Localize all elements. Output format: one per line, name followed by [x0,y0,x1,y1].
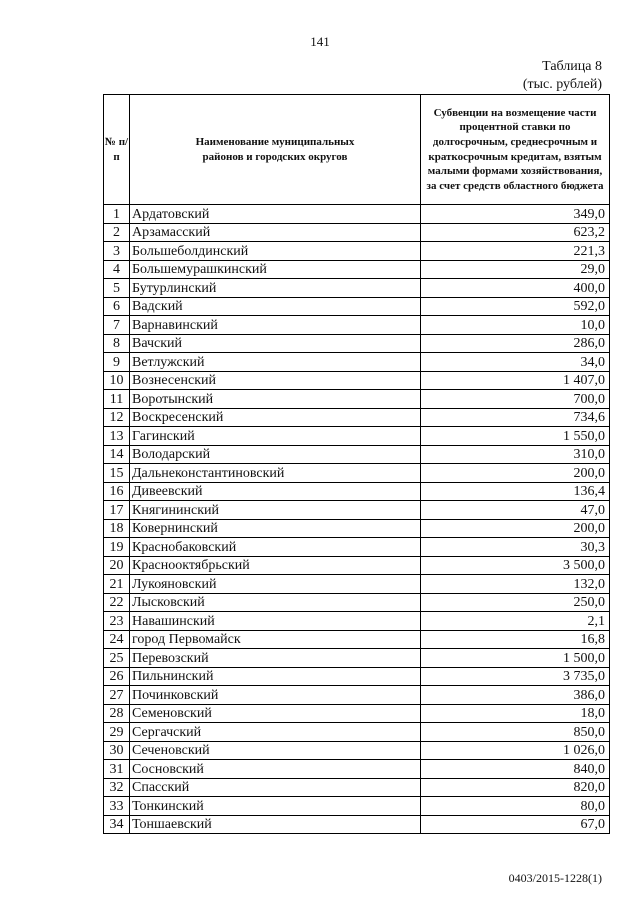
row-number: 4 [104,260,130,279]
row-number: 25 [104,649,130,668]
row-number: 18 [104,519,130,538]
table-row [104,334,610,353]
row-number: 3 [104,242,130,261]
subsidy-value: 623,2 [421,223,610,242]
subsidy-value: 700,0 [421,390,610,409]
subsidy-value: 136,4 [421,482,610,501]
table-row [104,427,610,446]
table-row [104,815,610,834]
row-number: 11 [104,390,130,409]
district-name: Большемурашкинский [130,260,421,279]
table-header-row [104,95,610,205]
header-name: Наименование муниципальных районов и городских округов [130,95,421,205]
subsidy-value: 1 500,0 [421,649,610,668]
table-row [104,760,610,779]
row-number: 29 [104,723,130,742]
row-number: 31 [104,760,130,779]
table-body [104,205,610,834]
district-name: Сосновский [130,760,421,779]
district-name: Вачский [130,334,421,353]
subsidy-value: 2,1 [421,612,610,631]
subsidies-table [103,94,610,834]
row-number: 5 [104,279,130,298]
subsidy-value: 47,0 [421,501,610,520]
table-row [104,797,610,816]
table-row [104,704,610,723]
row-number: 13 [104,427,130,446]
table-row [104,667,610,686]
subsidy-value: 200,0 [421,519,610,538]
row-number: 19 [104,538,130,557]
district-name: Арзамасский [130,223,421,242]
district-name: Княгининский [130,501,421,520]
district-name: Навашинский [130,612,421,631]
subsidy-value: 18,0 [421,704,610,723]
row-number: 26 [104,667,130,686]
table-row [104,223,610,242]
table-caption [523,58,602,94]
subsidy-value: 734,6 [421,408,610,427]
row-number: 6 [104,297,130,316]
district-name: Лысковский [130,593,421,612]
subsidy-value: 286,0 [421,334,610,353]
row-number: 17 [104,501,130,520]
table-row [104,297,610,316]
row-number: 27 [104,686,130,705]
district-name: Краснооктябрьский [130,556,421,575]
subsidy-value: 34,0 [421,353,610,372]
district-name: Ветлужский [130,353,421,372]
table-row [104,723,610,742]
table-row [104,686,610,705]
district-name: Починковский [130,686,421,705]
table-row [104,741,610,760]
district-name: Вадский [130,297,421,316]
table-row [104,316,610,335]
table-row [104,445,610,464]
row-number: 24 [104,630,130,649]
table-row [104,612,610,631]
district-name: Вознесенский [130,371,421,390]
subsidy-value: 250,0 [421,593,610,612]
table-row [104,501,610,520]
subsidy-value: 200,0 [421,464,610,483]
table-units: (тыс. рублей) [522,77,602,92]
district-name: Гагинский [130,427,421,446]
district-name: Тонкинский [130,797,421,816]
table-row [104,279,610,298]
table-row [104,260,610,279]
subsidy-value: 10,0 [421,316,610,335]
row-number: 2 [104,223,130,242]
table-row [104,482,610,501]
document-code: 0403/2015-1228(1) [508,871,602,885]
header-num: № п/п [104,95,130,205]
row-number: 9 [104,353,130,372]
district-name: Воротынский [130,390,421,409]
subsidy-value: 3 735,0 [421,667,610,686]
row-number: 30 [104,741,130,760]
row-number: 34 [104,815,130,834]
district-name: Лукояновский [130,575,421,594]
subsidy-value: 1 407,0 [421,371,610,390]
table-row [104,371,610,390]
row-number: 12 [104,408,130,427]
row-number: 28 [104,704,130,723]
subsidy-value: 67,0 [421,815,610,834]
table-row [104,630,610,649]
table-row [104,575,610,594]
subsidy-value: 80,0 [421,797,610,816]
subsidy-value: 386,0 [421,686,610,705]
table-row [104,353,610,372]
district-name: Сеченовский [130,741,421,760]
subsidy-value: 1 550,0 [421,427,610,446]
district-name: Ковернинский [130,519,421,538]
row-number: 32 [104,778,130,797]
subsidy-value: 820,0 [421,778,610,797]
header-value: Субвенции на возмещение части процентной ставки по долгосрочным, среднесрочным и краткосрочным кредитам, взятым малыми формами хозяйствования, за счет средств областного бюджета [421,95,610,205]
district-name: Тоншаевский [130,815,421,834]
table-row [104,464,610,483]
district-name: Дивеевский [130,482,421,501]
page-number: 141 [310,34,330,49]
subsidy-value: 850,0 [421,723,610,742]
table-row [104,242,610,261]
subsidy-value: 310,0 [421,445,610,464]
table-row [104,538,610,557]
table-title: Таблица 8 [542,59,602,74]
table-row [104,205,610,224]
row-number: 33 [104,797,130,816]
district-name: Сергачский [130,723,421,742]
table-row [104,408,610,427]
district-name: Большеболдинский [130,242,421,261]
table-container [103,94,610,834]
row-number: 10 [104,371,130,390]
subsidy-value: 3 500,0 [421,556,610,575]
district-name: Воскресенский [130,408,421,427]
table-row [104,556,610,575]
table-row [104,778,610,797]
district-name: Ардатовский [130,205,421,224]
row-number: 7 [104,316,130,335]
subsidy-value: 30,3 [421,538,610,557]
district-name: Варнавинский [130,316,421,335]
district-name: Володарский [130,445,421,464]
row-number: 21 [104,575,130,594]
district-name: город Первомайск [130,630,421,649]
subsidy-value: 400,0 [421,279,610,298]
subsidy-value: 592,0 [421,297,610,316]
row-number: 1 [104,205,130,224]
row-number: 14 [104,445,130,464]
district-name: Бутурлинский [130,279,421,298]
table-row [104,593,610,612]
row-number: 16 [104,482,130,501]
row-number: 15 [104,464,130,483]
district-name: Семеновский [130,704,421,723]
row-number: 8 [104,334,130,353]
subsidy-value: 840,0 [421,760,610,779]
subsidy-value: 16,8 [421,630,610,649]
table-row [104,649,610,668]
district-name: Краснобаковский [130,538,421,557]
subsidy-value: 29,0 [421,260,610,279]
subsidy-value: 132,0 [421,575,610,594]
row-number: 23 [104,612,130,631]
subsidy-value: 221,3 [421,242,610,261]
row-number: 22 [104,593,130,612]
subsidy-value: 1 026,0 [421,741,610,760]
table-row [104,519,610,538]
row-number: 20 [104,556,130,575]
district-name: Спасский [130,778,421,797]
district-name: Пильнинский [130,667,421,686]
district-name: Перевозский [130,649,421,668]
table-row [104,390,610,409]
district-name: Дальнеконстантиновский [130,464,421,483]
subsidy-value: 349,0 [421,205,610,224]
